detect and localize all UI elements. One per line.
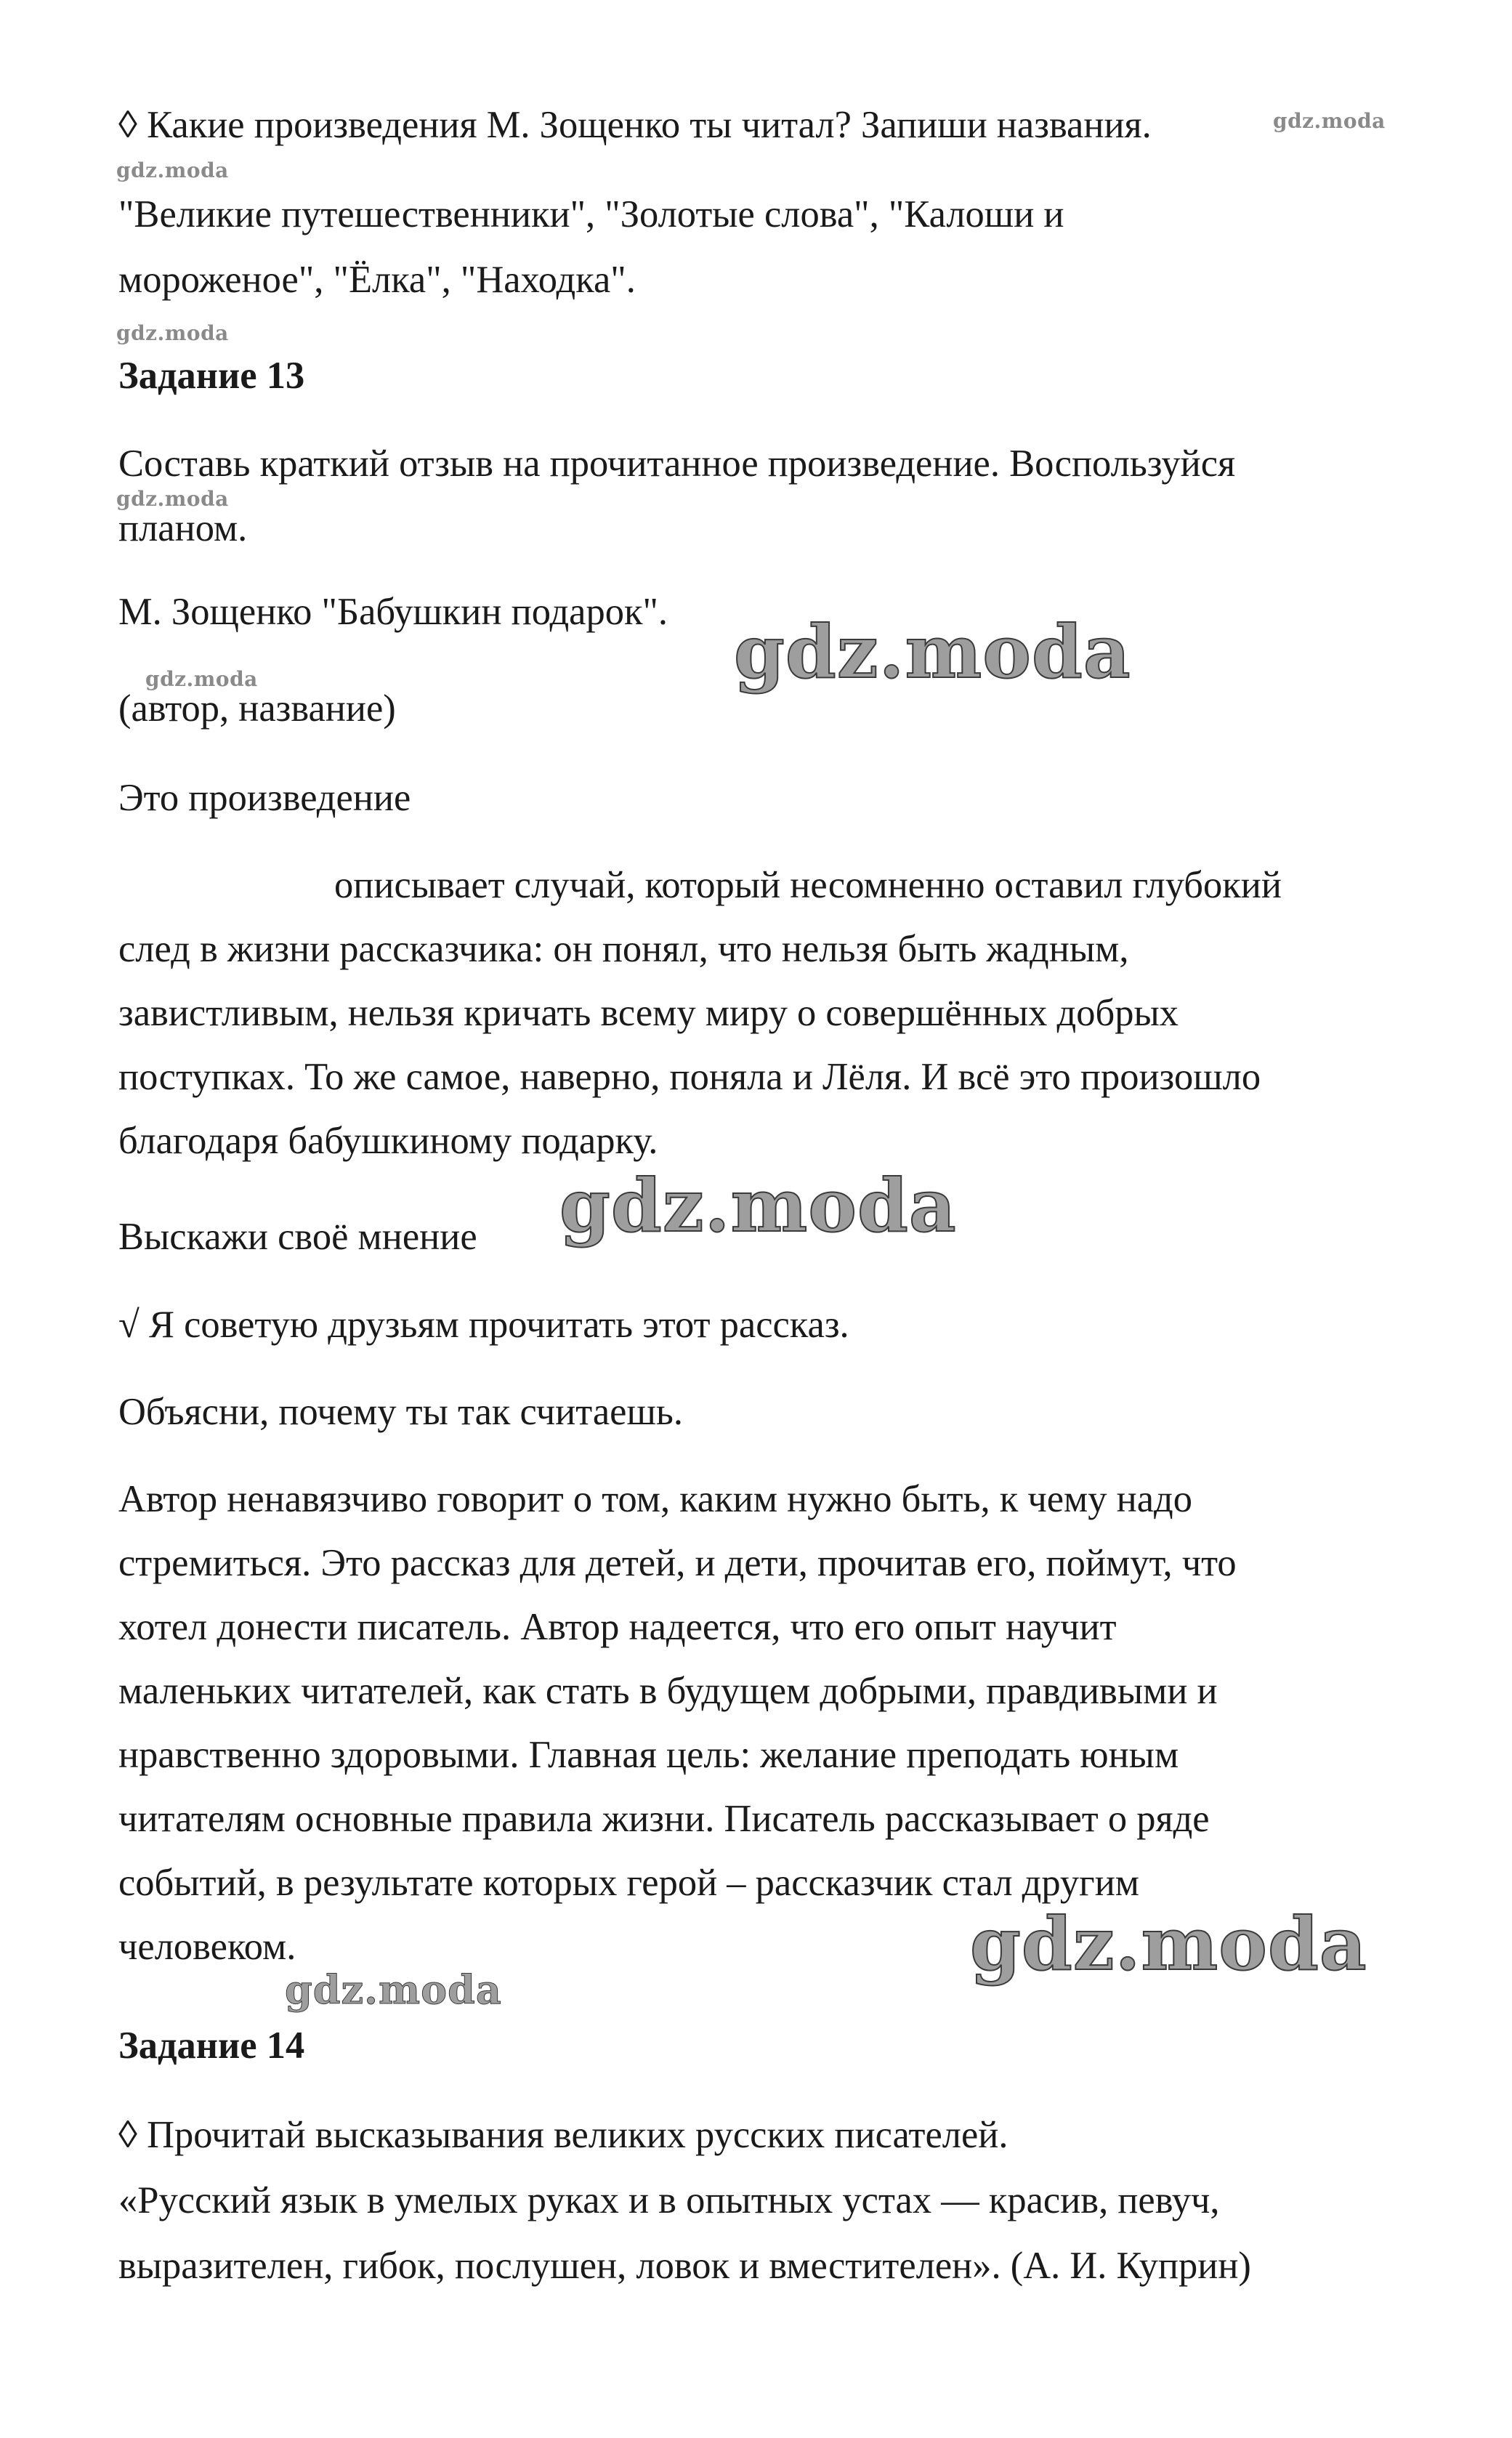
watermark-large: gdz.moda <box>559 1163 957 1248</box>
description-line-1: описывает случай, который несомненно оставил глубокий <box>334 864 1282 906</box>
task-13-instruction-line-1: Составь краткий отзыв на прочитанное произведение. Воспользуйся <box>118 443 1236 485</box>
description-line-3: завистливым, нельзя кричать всему миру о совершённых добрых <box>118 992 1179 1034</box>
watermark-small: gdz.moda <box>116 158 229 182</box>
explanation-line-1: Автор ненавязчиво говорит о том, каким нужно быть, к чему надо <box>118 1478 1192 1520</box>
opinion-prompt: Выскажи своё мнение <box>118 1216 477 1258</box>
task-13-instruction-line-2: планом. <box>118 507 248 549</box>
watermark-large: gdz.moda <box>734 609 1131 695</box>
watermark-small: gdz.moda <box>116 487 229 511</box>
explanation-line-5: нравственно здоровыми. Главная цель: желание преподать юным <box>118 1734 1179 1776</box>
watermark-small: gdz.moda <box>1273 109 1386 133</box>
task-14-instruction: ◊ Прочитай высказывания великих русских писателей. <box>118 2114 1008 2156</box>
explanation-line-7: событий, в результате которых герой – рассказчик стал другим <box>118 1862 1140 1904</box>
quote-line-2: выразителен, гибок, послушен, ловок и вместителен». (А. И. Куприн) <box>118 2245 1251 2287</box>
author-title-hint: (автор, название) <box>118 687 396 730</box>
question-works: ◊ Какие произведения М. Зощенко ты читал? Запиши названия. <box>118 104 1152 146</box>
watermark-small: gdz.moda <box>145 667 258 691</box>
works-list-line-2: мороженое", "Ёлка", "Находка". <box>118 259 636 301</box>
description-line-2: след в жизни рассказчика: он понял, что нельзя быть жадным, <box>118 928 1129 970</box>
task-14-heading: Задание 14 <box>118 2025 305 2067</box>
description-line-4: поступках. То же самое, наверно, поняла и Лёля. И всё это произошло <box>118 1056 1261 1098</box>
explanation-line-3: хотел донести писатель. Автор надеется, что его опыт научит <box>118 1606 1117 1648</box>
quote-line-1: «Русский язык в умелых руках и в опытных устах — красив, певуч, <box>118 2179 1220 2221</box>
work-intro: Это произведение <box>118 777 411 819</box>
explanation-line-2: стремиться. Это рассказ для детей, и дети, прочитав его, поймут, что <box>118 1542 1237 1584</box>
watermark-large: gdz.moda <box>970 1901 1367 1987</box>
author-and-title: М. Зощенко "Бабушкин подарок". <box>118 591 668 633</box>
explain-prompt: Объясни, почему ты так считаешь. <box>118 1391 683 1433</box>
works-list-line-1: "Великие путешественники", "Золотые слова", "Калоши и <box>118 193 1064 235</box>
explanation-line-4: маленьких читателей, как стать в будущем добрыми, правдивыми и <box>118 1670 1218 1712</box>
description-line-5: благодаря бабушкиному подарку. <box>118 1120 658 1162</box>
watermark-medium: gdz.moda <box>285 1966 502 2013</box>
opinion-choice: √ Я советую друзьям прочитать этот рассказ. <box>118 1304 849 1346</box>
watermark-small: gdz.moda <box>116 321 229 345</box>
task-13-heading: Задание 13 <box>118 355 305 397</box>
explanation-line-6: читателям основные правила жизни. Писатель рассказывает о ряде <box>118 1798 1210 1840</box>
explanation-line-8: человеком. <box>118 1926 296 1968</box>
